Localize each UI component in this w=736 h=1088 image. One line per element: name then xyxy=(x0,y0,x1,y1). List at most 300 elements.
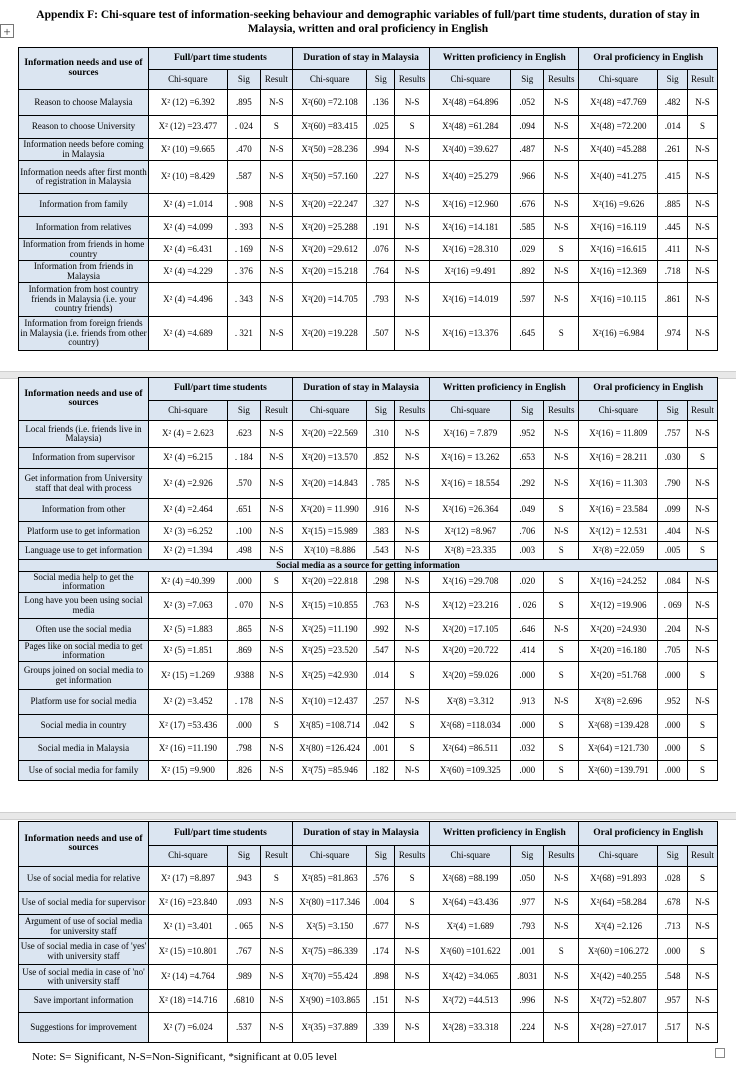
header-subcolumn: Sig xyxy=(658,70,688,90)
table-cell: .996 xyxy=(511,990,544,1013)
table-cell: S xyxy=(688,939,718,965)
table-cell: .310 xyxy=(367,421,395,448)
header-subcolumn: Results xyxy=(395,846,430,867)
table-cell: .852 xyxy=(367,448,395,469)
table-cell: N-S xyxy=(688,892,718,915)
header-subcolumn: Results xyxy=(395,70,430,90)
table-cell: N-S xyxy=(688,283,718,317)
table-cell: .678 xyxy=(658,892,688,915)
header-sources: Information needs and use of sources xyxy=(19,822,149,867)
table-cell: N-S xyxy=(688,139,718,161)
table-cell: .498 xyxy=(227,542,260,560)
header-subcolumn: Result xyxy=(260,846,292,867)
table-cell: N-S xyxy=(544,116,579,139)
header-subcolumn: Result xyxy=(688,70,718,90)
header-subcolumn: Result xyxy=(260,70,292,90)
table-cell: S xyxy=(395,892,430,915)
table-cell: X² (3) =6.252 xyxy=(148,522,227,542)
header-subcolumn: Chi-square xyxy=(430,70,511,90)
table-cell: S xyxy=(688,738,718,761)
table-cell: X² (15) =10.801 xyxy=(148,939,227,965)
table-cell: S xyxy=(260,116,292,139)
table-cell: .623 xyxy=(227,421,260,448)
table-cell: N-S xyxy=(688,690,718,715)
table-row xyxy=(19,90,718,116)
table-cell: .543 xyxy=(367,542,395,560)
table-cell: S xyxy=(544,239,579,261)
table-resize-handle-icon[interactable] xyxy=(715,1048,725,1058)
table-cell: X² (5) =1.883 xyxy=(148,619,227,641)
table-cell: .8031 xyxy=(511,965,544,990)
header-subcolumn: Result xyxy=(688,401,718,421)
row-label: Social media help to get the information xyxy=(19,572,149,593)
table-cell: .764 xyxy=(367,261,395,283)
table-cell: .943 xyxy=(227,867,260,892)
row-label: Get information from University staff that deal with process xyxy=(19,469,149,499)
table-cell: N-S xyxy=(260,217,292,239)
table-cell: N-S xyxy=(395,139,430,161)
header-subcolumn: Chi-square xyxy=(430,846,511,867)
table-cell: .042 xyxy=(367,715,395,738)
table-row xyxy=(19,738,718,761)
header-subcolumn: Sig xyxy=(658,401,688,421)
table-cell: X²(60) =106.272 xyxy=(579,939,658,965)
table-cell: N-S xyxy=(260,939,292,965)
table-cell: S xyxy=(688,662,718,690)
table-cell: X²(20) =22.818 xyxy=(292,572,367,593)
table-cell: .992 xyxy=(367,619,395,641)
row-label: Long have you been using social media xyxy=(19,593,149,619)
table-cell: .470 xyxy=(227,139,260,161)
header-subcolumn: Chi-square xyxy=(579,846,658,867)
table-cell: .482 xyxy=(658,90,688,116)
table-cell: N-S xyxy=(395,283,430,317)
table-cell: .763 xyxy=(367,593,395,619)
table-cell: X² (4) =4.099 xyxy=(148,217,227,239)
table-cell: X² (4) =4.496 xyxy=(148,283,227,317)
header-subcolumn: Sig xyxy=(367,70,395,90)
row-label: Information from other xyxy=(19,499,149,522)
table-cell: X² (17) =53.436 xyxy=(148,715,227,738)
table-cell: X²(16) =12.960 xyxy=(430,194,511,217)
table-cell: .339 xyxy=(367,1013,395,1043)
table-cell: X²(10) =12.437 xyxy=(292,690,367,715)
table-cell: .966 xyxy=(511,161,544,194)
table-cell: X²(20) =24.930 xyxy=(579,619,658,641)
table-cell: .001 xyxy=(367,738,395,761)
row-label: Argument of use of social media for university staff xyxy=(19,915,149,939)
table-cell: X²(64) =58.284 xyxy=(579,892,658,915)
header-subcolumn: Sig xyxy=(511,846,544,867)
table-cell: N-S xyxy=(395,915,430,939)
table-cell: .898 xyxy=(367,965,395,990)
header-subcolumn: Results xyxy=(395,401,430,421)
table-cell: N-S xyxy=(395,217,430,239)
row-label: Information from host country friends in Malaysia (i.e. your country friends) xyxy=(19,283,149,317)
row-label: Save important information xyxy=(19,990,149,1013)
table-cell: N-S xyxy=(544,915,579,939)
table-cell: .994 xyxy=(367,139,395,161)
table-cell: N-S xyxy=(260,448,292,469)
table-cell: X²(35) =37.889 xyxy=(292,1013,367,1043)
header-group: Oral proficiency in English xyxy=(579,48,718,70)
table-cell: X² (16) =11.190 xyxy=(148,738,227,761)
table-cell: X²(16) =13.376 xyxy=(430,317,511,351)
table-cell: .191 xyxy=(367,217,395,239)
table-cell: N-S xyxy=(395,572,430,593)
table-cell: X²(80) =126.424 xyxy=(292,738,367,761)
table-cell: N-S xyxy=(260,990,292,1013)
table-cell: X² (15) =9.900 xyxy=(148,761,227,781)
table-cell: .151 xyxy=(367,990,395,1013)
table-cell: N-S xyxy=(688,90,718,116)
table-cell: .507 xyxy=(367,317,395,351)
row-label: Information needs before coming in Malaysia xyxy=(19,139,149,161)
table-cell: N-S xyxy=(395,593,430,619)
table-cell: X²(16) = 23.584 xyxy=(579,499,658,522)
table-cell: .548 xyxy=(658,965,688,990)
table-cell: X²(16) = 11.809 xyxy=(579,421,658,448)
table-cell: .957 xyxy=(658,990,688,1013)
table-cell: N-S xyxy=(260,738,292,761)
table-cell: .487 xyxy=(511,139,544,161)
table-cell: S xyxy=(395,738,430,761)
table-cell: X²(64) =86.511 xyxy=(430,738,511,761)
table-cell: X²(64) =121.730 xyxy=(579,738,658,761)
row-label: Social media in Malaysia xyxy=(19,738,149,761)
table-cell: X²(20) =14.705 xyxy=(292,283,367,317)
header-group: Full/part time students xyxy=(148,378,292,401)
table-cell: X²(20) =22.569 xyxy=(292,421,367,448)
table-cell: N-S xyxy=(688,522,718,542)
table-cell: X²(20) =15.218 xyxy=(292,261,367,283)
table-cell: X²(48) =47.769 xyxy=(579,90,658,116)
table-cell: S xyxy=(544,761,579,781)
table-cell: X²(8) =23.335 xyxy=(430,542,511,560)
header-subcolumn: Sig xyxy=(511,401,544,421)
header-subcolumn: Results xyxy=(544,70,579,90)
header-subcolumn: Sig xyxy=(227,846,260,867)
table-cell: N-S xyxy=(395,542,430,560)
table-cell: .000 xyxy=(511,662,544,690)
table-cell: N-S xyxy=(688,915,718,939)
table-cell: X²(70) =55.424 xyxy=(292,965,367,990)
table-cell: X²(60) =72.108 xyxy=(292,90,367,116)
table-cell: .014 xyxy=(367,662,395,690)
table-cell: N-S xyxy=(544,690,579,715)
table-cell: X²(12) =23.216 xyxy=(430,593,511,619)
header-group: Full/part time students xyxy=(148,48,292,70)
table-cell: N-S xyxy=(395,499,430,522)
table-cell: X²(42) =40.255 xyxy=(579,965,658,990)
header-subcolumn: Sig xyxy=(367,401,395,421)
table-cell: N-S xyxy=(260,283,292,317)
table-cell: . 908 xyxy=(227,194,260,217)
row-label: Pages like on social media to get information xyxy=(19,641,149,662)
table-cell: X²(20) =29.612 xyxy=(292,239,367,261)
table-cell: .298 xyxy=(367,572,395,593)
table-cell: N-S xyxy=(688,161,718,194)
table-cell: X²(16) =28.310 xyxy=(430,239,511,261)
table-row xyxy=(19,522,718,542)
header-subcolumn: Results xyxy=(544,401,579,421)
table-cell: .651 xyxy=(227,499,260,522)
table-cell: X²(48) =72.200 xyxy=(579,116,658,139)
table-cell: X²(40) =45.288 xyxy=(579,139,658,161)
table-cell: .327 xyxy=(367,194,395,217)
table-cell: N-S xyxy=(395,965,430,990)
table-cell: .099 xyxy=(658,499,688,522)
table-cell: X²(75) =86.339 xyxy=(292,939,367,965)
table-cell: X²(25) =23.520 xyxy=(292,641,367,662)
table-cell: X²(4) =1.689 xyxy=(430,915,511,939)
table-cell: X²(20) =14.843 xyxy=(292,469,367,499)
table-row xyxy=(19,239,718,261)
table-cell: .790 xyxy=(658,469,688,499)
table-cell: N-S xyxy=(688,572,718,593)
table-cell: N-S xyxy=(395,522,430,542)
header-subcolumn: Chi-square xyxy=(292,846,367,867)
table-cell: .049 xyxy=(511,499,544,522)
table-row xyxy=(19,317,718,351)
table-cell: N-S xyxy=(688,194,718,217)
row-label: Use of social media for relative xyxy=(19,867,149,892)
header-subcolumn: Chi-square xyxy=(148,846,227,867)
table-row xyxy=(19,1013,718,1043)
table-cell: .587 xyxy=(227,161,260,194)
table-cell: .952 xyxy=(511,421,544,448)
table-cell: .653 xyxy=(511,448,544,469)
table-row xyxy=(19,283,718,317)
row-label: Social media in country xyxy=(19,715,149,738)
header-group: Duration of stay in Malaysia xyxy=(292,378,429,401)
table-cell: X² (12) =6.392 xyxy=(148,90,227,116)
table-cell: N-S xyxy=(688,469,718,499)
table-cell: N-S xyxy=(688,641,718,662)
table-cell: .029 xyxy=(511,239,544,261)
table-cell: .000 xyxy=(511,715,544,738)
table-cell: N-S xyxy=(544,421,579,448)
row-label: Information from friends in Malaysia xyxy=(19,261,149,283)
table-cell: S xyxy=(395,867,430,892)
table-cell: N-S xyxy=(544,619,579,641)
table-cell: N-S xyxy=(395,317,430,351)
table-note: Note: S= Significant, N-S=Non-Significant, *significant at 0.05 level xyxy=(32,1051,338,1063)
table-cell: . 785 xyxy=(367,469,395,499)
table-cell: N-S xyxy=(544,261,579,283)
table-cell: .913 xyxy=(511,690,544,715)
table-cell: X²(4) =2.126 xyxy=(579,915,658,939)
table-row xyxy=(19,761,718,781)
table-cell: X²(16) =10.115 xyxy=(579,283,658,317)
table-cell: N-S xyxy=(544,139,579,161)
table-row xyxy=(19,939,718,965)
table-row xyxy=(19,421,718,448)
table-cell: .000 xyxy=(658,939,688,965)
table-cell: .005 xyxy=(658,542,688,560)
table-row xyxy=(19,161,718,194)
table-cell: X²(8) =22.059 xyxy=(579,542,658,560)
table-cell: .869 xyxy=(227,641,260,662)
table-cell: X²(15) =15.989 xyxy=(292,522,367,542)
table-cell: X²(60) =83.415 xyxy=(292,116,367,139)
table-cell: .227 xyxy=(367,161,395,194)
row-label: Information from foreign friends in Malaysia (i.e. friends from other country) xyxy=(19,317,149,351)
table-cell: S xyxy=(395,116,430,139)
table-cell: X² (12) =23.477 xyxy=(148,116,227,139)
table-cell: .028 xyxy=(658,867,688,892)
section-title: Social media as a source for getting information xyxy=(19,560,718,572)
table-cell: N-S xyxy=(395,161,430,194)
header-subcolumn: Result xyxy=(688,846,718,867)
table-cell: N-S xyxy=(395,641,430,662)
table-cell: X² (17) =8.897 xyxy=(148,867,227,892)
table-cell: N-S xyxy=(260,915,292,939)
table-cell: .585 xyxy=(511,217,544,239)
table-cell: X²(16) =14.181 xyxy=(430,217,511,239)
table-cell: .003 xyxy=(511,542,544,560)
table-cell: .020 xyxy=(511,572,544,593)
table-cell: S xyxy=(544,715,579,738)
table-cell: X²(48) =61.284 xyxy=(430,116,511,139)
table-cell: .861 xyxy=(658,283,688,317)
table-cell: S xyxy=(544,542,579,560)
page-break xyxy=(0,812,736,820)
table-cell: X² (4) =6.215 xyxy=(148,448,227,469)
table-row xyxy=(19,217,718,239)
table-cell: N-S xyxy=(260,161,292,194)
table-cell: .793 xyxy=(511,915,544,939)
header-group: Duration of stay in Malaysia xyxy=(292,822,429,846)
table-cell: X²(12) =19.906 xyxy=(579,593,658,619)
table-cell: N-S xyxy=(688,593,718,619)
row-label: Information from family xyxy=(19,194,149,217)
table-cell: .713 xyxy=(658,915,688,939)
table-row xyxy=(19,690,718,715)
row-label: Information needs after first month of registration in Malaysia xyxy=(19,161,149,194)
table-row xyxy=(19,139,718,161)
table-cell: .6810 xyxy=(227,990,260,1013)
table-cell: X² (4) =2.926 xyxy=(148,469,227,499)
header-subcolumn: Chi-square xyxy=(148,401,227,421)
table-cell: N-S xyxy=(688,317,718,351)
table-cell: . 069 xyxy=(658,593,688,619)
table-cell: N-S xyxy=(544,90,579,116)
table-cell: . 026 xyxy=(511,593,544,619)
row-label: Use of social media in case of 'no' with university staff xyxy=(19,965,149,990)
table-cell: N-S xyxy=(260,965,292,990)
table-cell: X² (5) =1.851 xyxy=(148,641,227,662)
table-cell: N-S xyxy=(260,421,292,448)
table-cell: N-S xyxy=(544,161,579,194)
table-cell: .000 xyxy=(227,715,260,738)
header-subcolumn: Chi-square xyxy=(430,401,511,421)
chi-square-table-part-2 xyxy=(18,377,718,781)
table-cell: X²(40) =41.275 xyxy=(579,161,658,194)
table-cell: X²(16) =6.984 xyxy=(579,317,658,351)
table-cell: X²(60) =101.622 xyxy=(430,939,511,965)
table-row xyxy=(19,261,718,283)
table-cell: .537 xyxy=(227,1013,260,1043)
chi-square-table-part-1 xyxy=(18,47,718,351)
table-cell: X²(20) =51.768 xyxy=(579,662,658,690)
table-cell: X²(16) =26.364 xyxy=(430,499,511,522)
table-cell: N-S xyxy=(395,761,430,781)
table-cell: X²(16) = 13.262 xyxy=(430,448,511,469)
table-move-handle-icon[interactable]: + xyxy=(0,24,14,38)
table-cell: N-S xyxy=(544,990,579,1013)
table-cell: X²(28) =27.017 xyxy=(579,1013,658,1043)
table-cell: X²(16) =24.252 xyxy=(579,572,658,593)
table-cell: X²(15) =10.855 xyxy=(292,593,367,619)
table-cell: N-S xyxy=(544,867,579,892)
table-cell: .411 xyxy=(658,239,688,261)
header-subcolumn: Result xyxy=(260,401,292,421)
table-cell: X² (10) =9.665 xyxy=(148,139,227,161)
table-cell: N-S xyxy=(260,619,292,641)
table-row xyxy=(19,892,718,915)
table-cell: N-S xyxy=(260,90,292,116)
table-cell: S xyxy=(688,448,718,469)
table-cell: N-S xyxy=(260,593,292,619)
table-cell: .705 xyxy=(658,641,688,662)
table-cell: X²(40) =39.627 xyxy=(430,139,511,161)
table-row xyxy=(19,469,718,499)
table-cell: X²(20) =20.722 xyxy=(430,641,511,662)
table-cell: N-S xyxy=(395,1013,430,1043)
table-cell: X²(85) =108.714 xyxy=(292,715,367,738)
table-cell: . 169 xyxy=(227,239,260,261)
table-cell: N-S xyxy=(688,965,718,990)
table-cell: .261 xyxy=(658,139,688,161)
table-row xyxy=(19,194,718,217)
table-cell: .383 xyxy=(367,522,395,542)
table-cell: X²(68) =139.428 xyxy=(579,715,658,738)
table-cell: N-S xyxy=(544,892,579,915)
table-cell: S xyxy=(260,715,292,738)
table-cell: S xyxy=(260,867,292,892)
table-cell: X² (7) =6.024 xyxy=(148,1013,227,1043)
table-cell: N-S xyxy=(395,690,430,715)
header-subcolumn: Sig xyxy=(658,846,688,867)
row-label: Reason to choose University xyxy=(19,116,149,139)
table-cell: S xyxy=(544,738,579,761)
table-cell: S xyxy=(688,761,718,781)
row-label: Information from relatives xyxy=(19,217,149,239)
table-cell: N-S xyxy=(260,469,292,499)
table-cell: X²(16) = 28.211 xyxy=(579,448,658,469)
table-cell: N-S xyxy=(260,542,292,560)
table-cell: .793 xyxy=(367,283,395,317)
table-cell: N-S xyxy=(688,239,718,261)
table-row xyxy=(19,572,718,593)
table-row xyxy=(19,990,718,1013)
table-cell: N-S xyxy=(688,619,718,641)
table-cell: .9388 xyxy=(227,662,260,690)
table-row xyxy=(19,593,718,619)
header-subcolumn: Chi-square xyxy=(292,70,367,90)
table-cell: X² (2) =3.452 xyxy=(148,690,227,715)
table-cell: .292 xyxy=(511,469,544,499)
table-cell: X²(16) =16.615 xyxy=(579,239,658,261)
table-cell: X²(50) =28.236 xyxy=(292,139,367,161)
table-cell: X²(72) =52.807 xyxy=(579,990,658,1013)
table-cell: X² (10) =8.429 xyxy=(148,161,227,194)
table-cell: .000 xyxy=(658,662,688,690)
table-cell: X² (3) =7.063 xyxy=(148,593,227,619)
table-cell: N-S xyxy=(688,261,718,283)
header-subcolumn: Chi-square xyxy=(148,70,227,90)
